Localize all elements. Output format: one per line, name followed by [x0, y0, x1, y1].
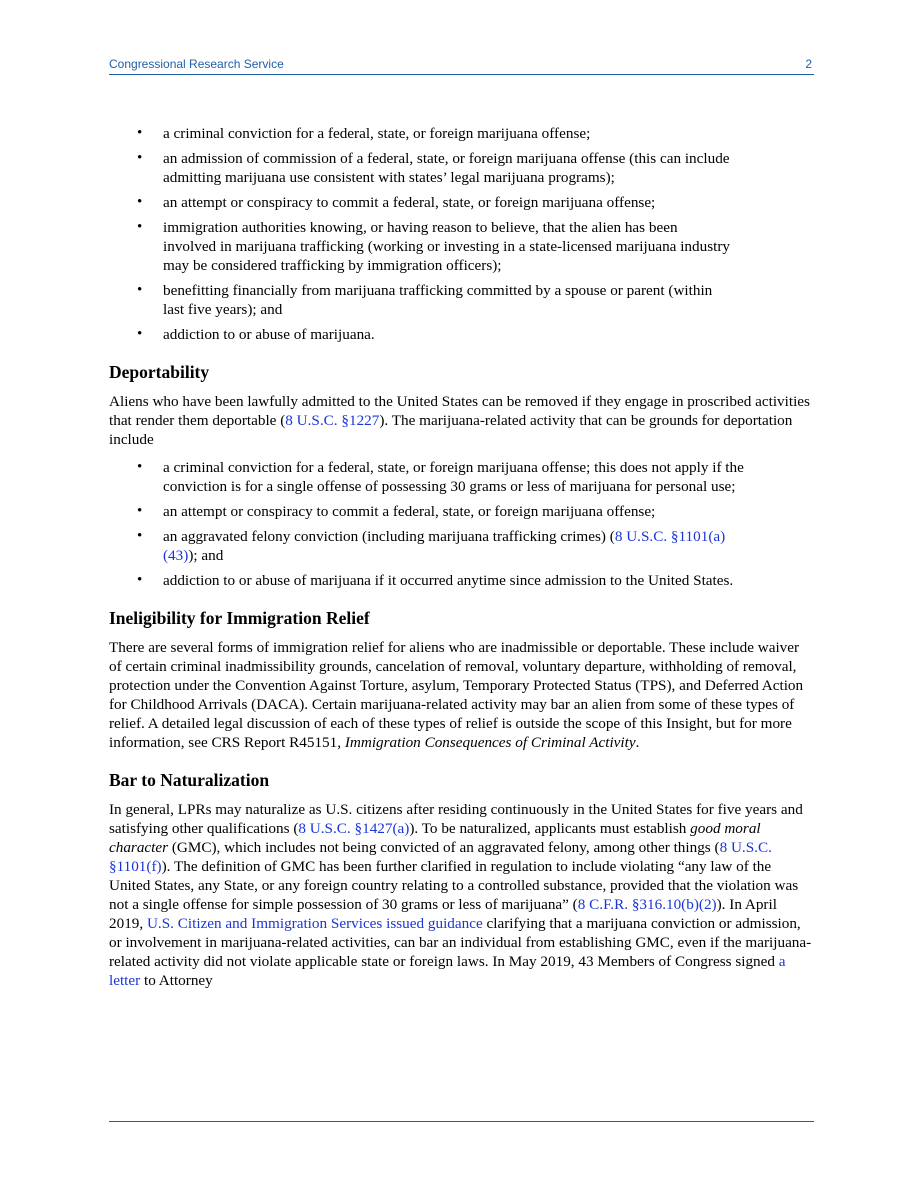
link-uscis-guidance[interactable]: U.S. Citizen and Immigration Services issued guidance	[146, 915, 483, 932]
bullet-icon: •	[137, 326, 143, 342]
bullet-icon: •	[137, 503, 143, 519]
bullet-icon: •	[137, 528, 143, 544]
list-item: • an attempt or conspiracy to commit a federal, state, or foreign marijuana offense;	[137, 503, 656, 520]
link-8-usc-1101a43[interactable]: 8 U.S.C. §1101(a)(43)	[163, 528, 726, 564]
bullet-icon: •	[137, 150, 143, 166]
list-item: • benefitting financially from marijuana trafficking committed by a spouse or parent (within last five years); and	[137, 282, 713, 318]
naturalization-paragraph: In general, LPRs may naturalize as U.S. citizens after residing continuously in the United States for five years and satisfying other qualifications (8 U.S.C. §1427(a)). To be naturalized, applicants must establish good moral character (GMC), which includes not being convicted of an aggravated felony, among other things (8 U.S.C. §1101(f)). The definition of GMC has been further clarified in regulation to include violating “any law of the United States, any State, or any foreign country relating to a controlled substance, provided that the violation was not a single offense for simple possession of 30 grams or less of marijuana” (8 C.F.R. §316.10(b)(2)). In April 2019, U.S. Citizen and Immigration Services issued guidance clarifying that a marijuana conviction or admission, or involvement in marijuana-related activities, can bar an individual from establishing GMC, even if the marijuana-related activity did not violate applicable state or foreign laws. In May 2019, 43 Members of Congress signed a letter to Attorney	[109, 801, 812, 989]
list-item: • immigration authorities knowing, or having reason to believe, that the alien has been involved in marijuana trafficking (working or investing in a state-licensed marijuana industry may be considered trafficking by immigration officers);	[137, 219, 730, 274]
header-page-number: 2	[805, 57, 812, 71]
list-item: • addiction to or abuse of marijuana.	[137, 326, 375, 343]
link-8-usc-1427a[interactable]: 8 U.S.C. §1427(a)	[298, 820, 410, 837]
section-heading-ineligibility: Ineligibility for Immigration Relief	[109, 608, 370, 628]
page-header	[109, 56, 814, 75]
inadmissibility-bullet-list	[109, 124, 814, 344]
section-heading-naturalization: Bar to Naturalization	[109, 770, 270, 790]
bullet-icon: •	[137, 459, 143, 475]
list-item: • a criminal conviction for a federal, state, or foreign marijuana offense; this does not apply if the conviction is for a single offense of possessing 30 grams or less of marijuana for personal use;	[137, 459, 744, 495]
deportability-paragraph: Aliens who have been lawfully admitted to the United States can be removed if they engage in proscribed activities that render them deportable (8 U.S.C. §1227). The marijuana-related activity that can be grounds for deportation include	[109, 393, 810, 448]
footer-divider	[109, 1121, 814, 1122]
bullet-icon: •	[137, 282, 143, 298]
bullet-icon: •	[137, 219, 143, 235]
link-8-usc-1227[interactable]: 8 U.S.C. §1227	[285, 412, 380, 429]
list-item: • an aggravated felony conviction (including marijuana trafficking crimes) (8 U.S.C. §1101(a)(43)); and	[137, 528, 726, 564]
list-item: • addiction to or abuse of marijuana if it occurred anytime since admission to the United States.	[137, 572, 734, 589]
document-body	[109, 124, 814, 999]
gmc-term: good moral character	[109, 820, 761, 856]
list-item: • a criminal conviction for a federal, state, or foreign marijuana offense;	[137, 125, 591, 142]
link-congress-letter[interactable]: a letter	[109, 953, 786, 989]
link-8-usc-1101f[interactable]: 8 U.S.C. §1101(f)	[109, 839, 772, 875]
link-8-cfr-316[interactable]: 8 C.F.R. §316.10(b)(2)	[577, 896, 717, 913]
bullet-icon: •	[137, 125, 143, 141]
list-item: • an admission of commission of a federal, state, or foreign marijuana offense (this can include admitting marijuana use consistent with states’ legal marijuana programs);	[137, 150, 730, 186]
section-heading-deportability: Deportability	[109, 362, 210, 382]
header-org-name: Congressional Research Service	[109, 57, 284, 71]
bullet-icon: •	[137, 194, 143, 210]
report-title: Immigration Consequences of Criminal Activity	[344, 734, 636, 751]
list-item: • an attempt or conspiracy to commit a federal, state, or foreign marijuana offense;	[137, 194, 656, 211]
bullet-icon: •	[137, 572, 143, 588]
ineligibility-paragraph: There are several forms of immigration relief for aliens who are inadmissible or deportable. These include waiver of certain criminal inadmissibility grounds, cancelation of removal, voluntary departure, withholding of removal, protection under the Convention Against Torture, asylum, Temporary Protected Status (TPS), and Deferred Action for Childhood Arrivals (DACA). Certain marijuana-related activity may bar an alien from some of these types of relief. A detailed legal discussion of each of these types of relief is outside the scope of this Insight, but for more information, see CRS Report R45151, Immigration Consequences of Criminal Activity.	[109, 639, 804, 751]
deportability-bullet-list	[109, 458, 814, 590]
